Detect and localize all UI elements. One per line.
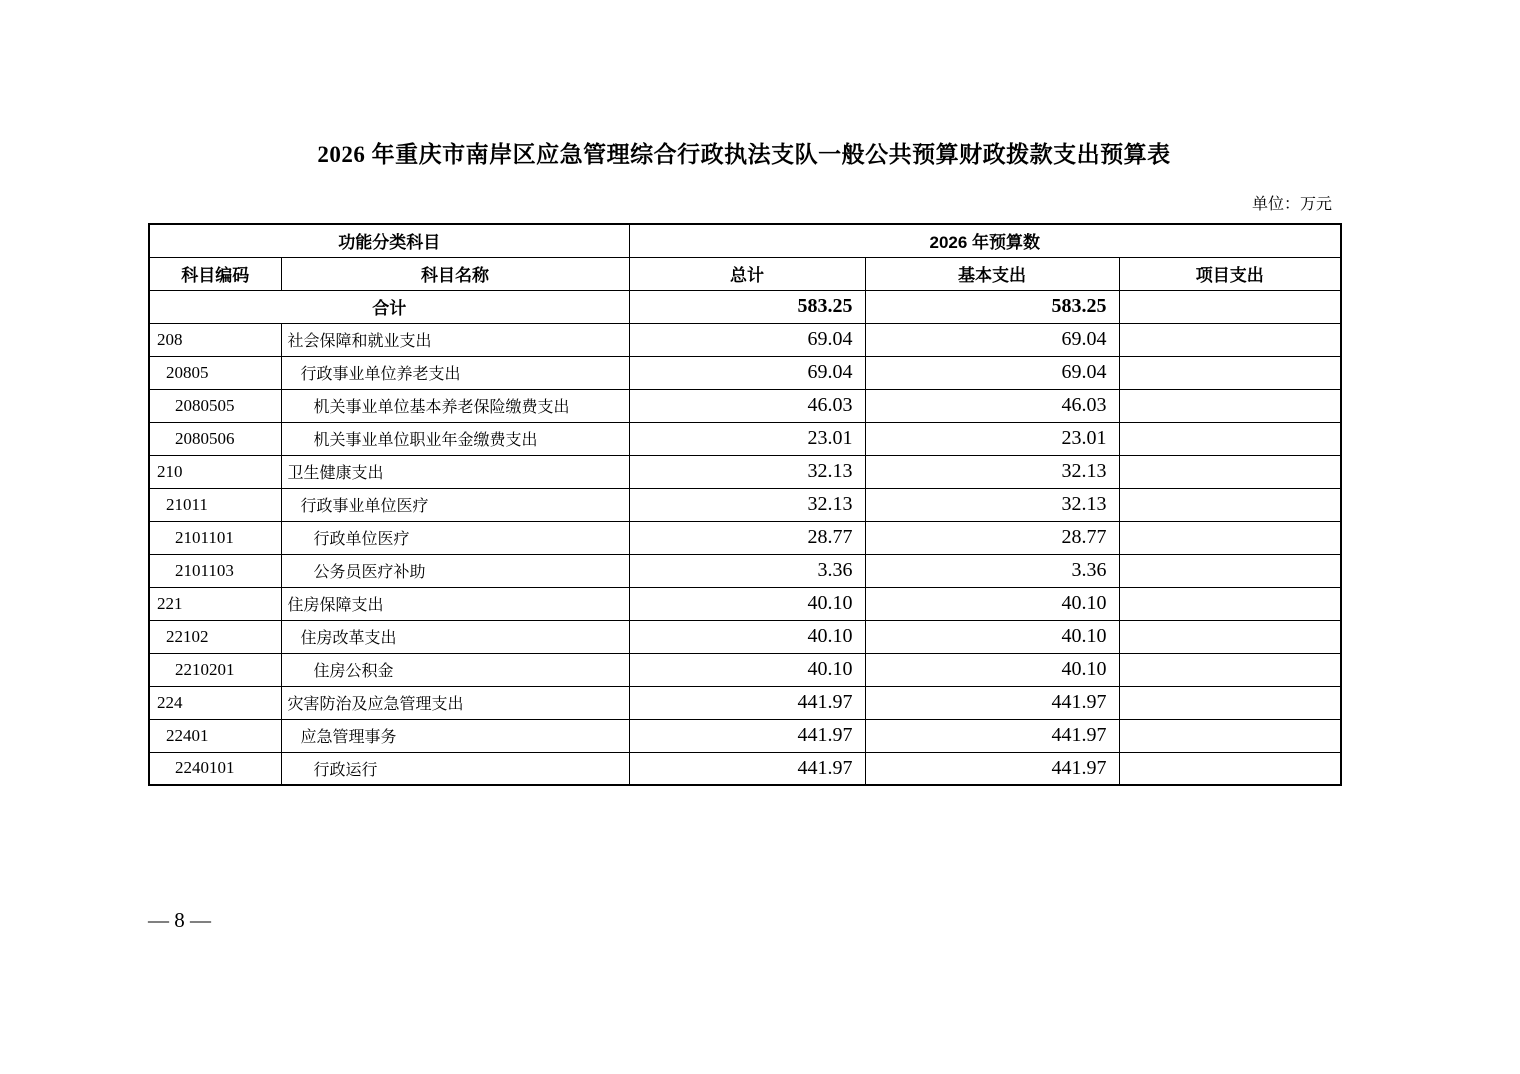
header-functional-classification: 功能分类科目 (149, 224, 629, 257)
total-cell: 40.10 (629, 620, 865, 653)
table-row (149, 323, 1341, 356)
subject-name-cell: 社会保障和就业支出 (281, 323, 629, 356)
grand-total-label: 合计 (149, 290, 629, 323)
subject-code-cell: 2210201 (149, 653, 281, 686)
grand-total-total-cell: 583.25 (629, 290, 865, 323)
basic-expenditure-cell: 40.10 (865, 653, 1119, 686)
subject-code-cell: 20805 (149, 356, 281, 389)
subject-code-cell: 221 (149, 587, 281, 620)
subject-name-cell: 行政事业单位医疗 (281, 488, 629, 521)
subject-name-cell: 住房公积金 (281, 653, 629, 686)
basic-expenditure-cell: 40.10 (865, 620, 1119, 653)
subject-code-cell: 21011 (149, 488, 281, 521)
subject-name-cell: 行政单位医疗 (281, 521, 629, 554)
subject-name-cell: 机关事业单位职业年金缴费支出 (281, 422, 629, 455)
subject-code-cell: 210 (149, 455, 281, 488)
grand-total-row (149, 290, 1341, 323)
page-title: 2026 年重庆市南岸区应急管理综合行政执法支队一般公共预算财政拨款支出预算表 (317, 142, 1171, 167)
total-cell: 40.10 (629, 587, 865, 620)
subject-code-cell: 224 (149, 686, 281, 719)
subject-code-cell: 2080505 (149, 389, 281, 422)
subject-code-cell: 2101103 (149, 554, 281, 587)
basic-expenditure-cell: 28.77 (865, 521, 1119, 554)
subject-name-cell: 应急管理事务 (281, 719, 629, 752)
table-row (149, 521, 1341, 554)
grand-total-project-cell (1119, 290, 1341, 323)
project-expenditure-cell (1119, 323, 1341, 356)
basic-expenditure-cell: 23.01 (865, 422, 1119, 455)
project-expenditure-cell (1119, 686, 1341, 719)
total-cell: 69.04 (629, 323, 865, 356)
total-cell: 69.04 (629, 356, 865, 389)
basic-expenditure-cell: 32.13 (865, 455, 1119, 488)
document-body (148, 141, 1340, 786)
project-expenditure-cell (1119, 587, 1341, 620)
subject-name-cell: 机关事业单位基本养老保险缴费支出 (281, 389, 629, 422)
project-expenditure-cell (1119, 653, 1341, 686)
subject-name-cell: 住房保障支出 (281, 587, 629, 620)
column-header-subject-name: 科目名称 (281, 257, 629, 290)
basic-expenditure-cell: 441.97 (865, 686, 1119, 719)
basic-expenditure-cell: 40.10 (865, 587, 1119, 620)
table-row (149, 686, 1341, 719)
total-cell: 40.10 (629, 653, 865, 686)
table-row (149, 752, 1341, 785)
subject-code-cell: 208 (149, 323, 281, 356)
table-row (149, 356, 1341, 389)
subject-name-cell: 行政事业单位养老支出 (281, 356, 629, 389)
total-cell: 441.97 (629, 752, 865, 785)
subject-code-cell: 2080506 (149, 422, 281, 455)
basic-expenditure-cell: 441.97 (865, 752, 1119, 785)
basic-expenditure-cell: 69.04 (865, 323, 1119, 356)
total-cell: 32.13 (629, 488, 865, 521)
column-header-subject-code: 科目编码 (149, 257, 281, 290)
subject-code-cell: 22401 (149, 719, 281, 752)
total-cell: 32.13 (629, 455, 865, 488)
grand-total-basic-cell: 583.25 (865, 290, 1119, 323)
column-header-basic-expenditure: 基本支出 (865, 257, 1119, 290)
subject-name-cell: 行政运行 (281, 752, 629, 785)
subject-name-cell: 住房改革支出 (281, 620, 629, 653)
page-number: — 8 — (148, 908, 211, 932)
table-row (149, 719, 1341, 752)
table-row (149, 389, 1341, 422)
project-expenditure-cell (1119, 719, 1341, 752)
total-cell: 28.77 (629, 521, 865, 554)
subject-name-cell: 公务员医疗补助 (281, 554, 629, 587)
subject-code-cell: 2240101 (149, 752, 281, 785)
project-expenditure-cell (1119, 356, 1341, 389)
project-expenditure-cell (1119, 554, 1341, 587)
basic-expenditure-cell: 32.13 (865, 488, 1119, 521)
header-columns-row (149, 257, 1341, 290)
table-header (149, 224, 1341, 290)
total-cell: 46.03 (629, 389, 865, 422)
basic-expenditure-cell: 69.04 (865, 356, 1119, 389)
project-expenditure-cell (1119, 752, 1341, 785)
table-row (149, 455, 1341, 488)
total-cell: 441.97 (629, 719, 865, 752)
project-expenditure-cell (1119, 455, 1341, 488)
subject-name-cell: 卫生健康支出 (281, 455, 629, 488)
basic-expenditure-cell: 3.36 (865, 554, 1119, 587)
column-header-project-expenditure: 项目支出 (1119, 257, 1341, 290)
table-row (149, 587, 1341, 620)
budget-table (148, 223, 1342, 786)
subject-name-cell: 灾害防治及应急管理支出 (281, 686, 629, 719)
project-expenditure-cell (1119, 521, 1341, 554)
table-row (149, 488, 1341, 521)
table-row (149, 422, 1341, 455)
header-budget-2026: 2026 年预算数 (629, 224, 1341, 257)
column-header-total: 总计 (629, 257, 865, 290)
subject-code-cell: 22102 (149, 620, 281, 653)
subject-code-cell: 2101101 (149, 521, 281, 554)
total-cell: 441.97 (629, 686, 865, 719)
project-expenditure-cell (1119, 422, 1341, 455)
table-row (149, 554, 1341, 587)
basic-expenditure-cell: 46.03 (865, 389, 1119, 422)
table-row (149, 620, 1341, 653)
unit-label: 单位：万元 (1251, 196, 1332, 213)
table-body (149, 290, 1341, 785)
project-expenditure-cell (1119, 488, 1341, 521)
header-group-row (149, 224, 1341, 257)
project-expenditure-cell (1119, 620, 1341, 653)
table-row (149, 653, 1341, 686)
project-expenditure-cell (1119, 389, 1341, 422)
basic-expenditure-cell: 441.97 (865, 719, 1119, 752)
total-cell: 3.36 (629, 554, 865, 587)
total-cell: 23.01 (629, 422, 865, 455)
